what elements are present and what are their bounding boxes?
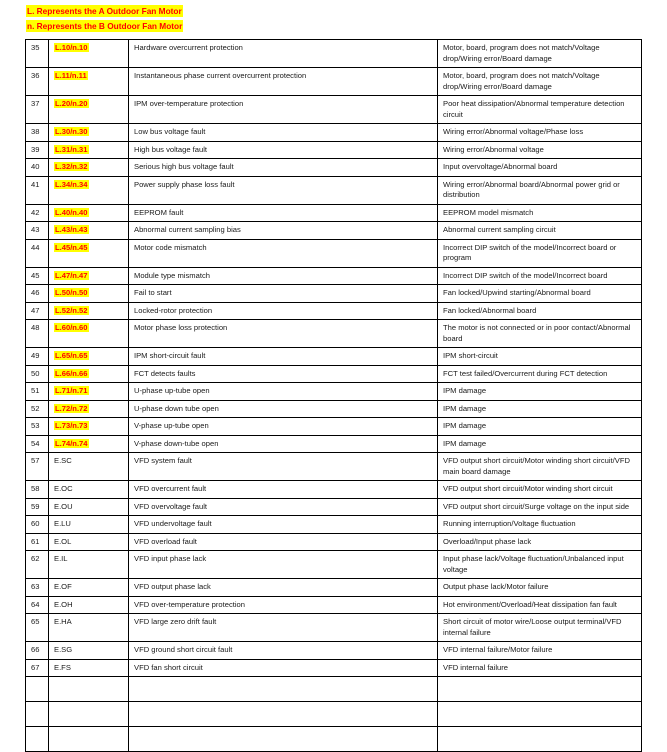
cell-text: 46 <box>31 288 40 297</box>
cell-fault-code <box>49 400 129 418</box>
table-row <box>26 320 642 348</box>
cell-fault-description <box>129 320 438 348</box>
table-row <box>26 383 642 401</box>
cell-text: Low bus voltage fault <box>134 127 206 136</box>
cell-fault-description <box>129 40 438 68</box>
code-highlight: L.31/n.31 <box>55 144 88 154</box>
cell-text: E.OL <box>54 536 72 546</box>
cell-possible-cause <box>438 285 642 303</box>
code-highlight: L.10/n.10 <box>55 43 88 52</box>
cell-text: 62 <box>31 554 40 563</box>
cell-text: 45 <box>31 270 40 280</box>
cell-text: Abnormal current sampling circuit <box>443 225 556 234</box>
cell-row-number <box>26 302 49 320</box>
cell-fault-code <box>49 516 129 534</box>
cell-row-number <box>26 222 49 240</box>
cell-text: IPM damage <box>443 386 487 395</box>
cell-possible-cause <box>438 124 642 142</box>
cell-possible-cause <box>438 481 642 499</box>
table-row <box>26 400 642 418</box>
cell-possible-cause <box>438 267 642 285</box>
code-highlight: L.50/n.50 <box>55 288 88 297</box>
cell-fault-description <box>129 267 438 285</box>
cell-text: VFD input phase lack <box>134 554 207 563</box>
cell-text: U-phase up-tube open <box>134 386 210 395</box>
cell-text: Running interruption/Voltage fluctuation <box>443 519 576 528</box>
cell-row-number <box>26 320 49 348</box>
cell-possible-cause <box>438 642 642 660</box>
table-row <box>26 176 642 204</box>
cell-text: Hot environment/Overload/Heat dissipation fan fault <box>443 599 617 609</box>
cell-fault-description <box>129 453 438 481</box>
cell-possible-cause <box>438 498 642 516</box>
legend-line-b <box>26 20 667 33</box>
cell-text: 40 <box>31 162 40 171</box>
cell-text: VFD overvoltage fault <box>134 501 208 511</box>
cell-text: 41 <box>31 179 40 189</box>
cell-text: Fail to start <box>134 288 172 297</box>
cell-text: E.OU <box>54 501 73 511</box>
table-row <box>26 222 642 240</box>
code-highlight: L.73/n.73 <box>55 421 88 430</box>
cell-text: E.SG <box>54 645 73 654</box>
cell-text: 36 <box>31 71 40 80</box>
cell-text: Short circuit of motor wire/Loose output terminal/VFD internal failure <box>443 617 622 637</box>
cell-fault-code <box>49 320 129 348</box>
cell-fault-description <box>129 204 438 222</box>
cell-fault-code <box>49 614 129 642</box>
cell-fault-code <box>49 204 129 222</box>
cell-text: VFD internal failure <box>443 662 508 672</box>
cell-text: 48 <box>31 323 40 332</box>
cell-text: 38 <box>31 127 40 136</box>
cell-text: VFD output short circuit/Motor winding short circuit <box>443 484 613 493</box>
cell-fault-code <box>49 659 129 677</box>
table-row <box>26 498 642 516</box>
code-highlight: L.66/n.66 <box>55 368 88 378</box>
table-row <box>26 579 642 597</box>
cell-text: Output phase lack/Motor failure <box>443 582 549 591</box>
cell-text: E.OF <box>54 582 72 591</box>
code-highlight: L.52/n.52 <box>55 305 88 315</box>
cell-row-number <box>26 435 49 453</box>
cell-row-number <box>26 659 49 677</box>
cell-text: Overload/Input phase lack <box>443 536 532 546</box>
cell-row-number <box>26 677 49 702</box>
cell-possible-cause <box>438 141 642 159</box>
legend-block <box>0 0 667 39</box>
cell-row-number <box>26 348 49 366</box>
cell-fault-description <box>129 579 438 597</box>
cell-row-number <box>26 68 49 96</box>
cell-fault-code <box>49 596 129 614</box>
code-highlight: L.65/n.65 <box>55 351 88 360</box>
cell-text: 44 <box>31 242 40 252</box>
cell-row-number <box>26 400 49 418</box>
cell-text: 54 <box>31 438 40 448</box>
cell-text: Poor heat dissipation/Abnormal temperature detection circuit <box>443 99 625 119</box>
cell-row-number <box>26 365 49 383</box>
table-row <box>26 40 642 68</box>
cell-text: 47 <box>31 305 40 315</box>
cell-text: Motor code mismatch <box>134 242 207 252</box>
cell-possible-cause <box>438 579 642 597</box>
cell-text: VFD fan short circuit <box>134 662 203 672</box>
cell-text: E.HA <box>54 617 72 626</box>
table-row <box>26 159 642 177</box>
cell-text: Power supply phase loss fault <box>134 179 235 189</box>
cell-fault-code <box>49 365 129 383</box>
cell-possible-cause <box>438 614 642 642</box>
code-highlight: L.71/n.71 <box>55 386 88 395</box>
cell-row-number <box>26 96 49 124</box>
cell-row-number <box>26 516 49 534</box>
table-row <box>26 141 642 159</box>
cell-row-number <box>26 498 49 516</box>
code-highlight: L.45/n.45 <box>55 242 88 252</box>
cell-text: Fan locked/Abnormal board <box>443 305 537 315</box>
cell-text: 53 <box>31 421 40 430</box>
legend-text-a: L. Represents the A Outdoor Fan Motor <box>27 6 182 16</box>
table-row <box>26 348 642 366</box>
cell-fault-code <box>49 481 129 499</box>
cell-row-number <box>26 239 49 267</box>
table-row <box>26 204 642 222</box>
cell-text: IPM short-circuit fault <box>134 351 206 360</box>
cell-fault-code <box>49 68 129 96</box>
table-row <box>26 659 642 677</box>
cell-fault-description <box>129 642 438 660</box>
cell-row-number <box>26 141 49 159</box>
cell-text: 65 <box>31 617 40 626</box>
cell-possible-cause <box>438 453 642 481</box>
cell-text: Fan locked/Upwind starting/Abnormal board <box>443 288 591 297</box>
cell-text: Motor phase loss protection <box>134 323 228 332</box>
cell-fault-code <box>49 702 129 727</box>
cell-fault-code <box>49 176 129 204</box>
cell-text: Serious high bus voltage fault <box>134 162 234 171</box>
cell-possible-cause <box>438 533 642 551</box>
cell-text: 63 <box>31 582 40 591</box>
cell-fault-description <box>129 435 438 453</box>
cell-fault-description <box>129 141 438 159</box>
cell-text: Wiring error/Abnormal board/Abnormal power grid or distribution <box>443 179 620 199</box>
cell-fault-description <box>129 614 438 642</box>
cell-text: IPM over-temperature protection <box>134 99 244 108</box>
cell-fault-code <box>49 222 129 240</box>
code-highlight: L.32/n.32 <box>55 162 88 171</box>
cell-possible-cause <box>438 222 642 240</box>
cell-row-number <box>26 418 49 436</box>
cell-text: E.SC <box>54 456 72 465</box>
cell-text: 49 <box>31 351 40 360</box>
cell-text: 51 <box>31 386 40 395</box>
cell-fault-description <box>129 596 438 614</box>
cell-text: 52 <box>31 403 40 413</box>
cell-text: Motor, board, program does not match/Voltage drop/Wiring error/Board damage <box>443 43 600 63</box>
cell-possible-cause <box>438 159 642 177</box>
cell-possible-cause <box>438 702 642 727</box>
cell-row-number <box>26 551 49 579</box>
code-highlight: L.60/n.60 <box>55 323 88 332</box>
cell-text: 42 <box>31 207 40 217</box>
table-row <box>26 614 642 642</box>
cell-fault-code <box>49 302 129 320</box>
cell-row-number <box>26 614 49 642</box>
cell-text: E.FS <box>54 662 71 672</box>
cell-text: 64 <box>31 599 40 609</box>
cell-possible-cause <box>438 176 642 204</box>
cell-fault-code <box>49 579 129 597</box>
cell-text: E.OH <box>54 599 73 609</box>
cell-possible-cause <box>438 239 642 267</box>
fault-code-table <box>25 39 642 752</box>
cell-text: Incorrect DIP switch of the model/Incorrect board <box>443 270 608 280</box>
cell-fault-code <box>49 383 129 401</box>
table-row <box>26 551 642 579</box>
table-row-empty <box>26 702 642 727</box>
cell-fault-description <box>129 222 438 240</box>
table-row <box>26 435 642 453</box>
cell-fault-description <box>129 481 438 499</box>
cell-fault-description <box>129 365 438 383</box>
cell-possible-cause <box>438 516 642 534</box>
cell-text: FCT test failed/Overcurrent during FCT detection <box>443 368 608 378</box>
cell-fault-description <box>129 551 438 579</box>
cell-text: High bus voltage fault <box>134 144 208 154</box>
cell-text: 59 <box>31 501 40 511</box>
cell-text: Wiring error/Abnormal voltage/Phase loss <box>443 127 584 136</box>
cell-text: IPM short-circuit <box>443 351 498 360</box>
cell-fault-description <box>129 516 438 534</box>
code-highlight: L.43/n.43 <box>55 225 88 234</box>
cell-text: IPM damage <box>443 421 487 430</box>
cell-row-number <box>26 159 49 177</box>
cell-text: VFD ground short circuit fault <box>134 645 233 654</box>
cell-possible-cause <box>438 365 642 383</box>
cell-text: E.OC <box>54 484 73 493</box>
cell-text: 58 <box>31 484 40 493</box>
code-highlight: L.34/n.34 <box>55 179 88 189</box>
cell-text: EEPROM fault <box>134 207 184 217</box>
cell-fault-description <box>129 498 438 516</box>
cell-text: IPM damage <box>443 403 487 413</box>
cell-row-number <box>26 579 49 597</box>
table-row <box>26 267 642 285</box>
cell-text: Input overvoltage/Abnormal board <box>443 162 558 171</box>
cell-fault-description <box>129 96 438 124</box>
cell-text: E.IL <box>54 554 68 563</box>
cell-fault-description <box>129 400 438 418</box>
code-highlight: L.30/n.30 <box>55 127 88 136</box>
cell-fault-description <box>129 159 438 177</box>
cell-fault-code <box>49 96 129 124</box>
cell-fault-code <box>49 159 129 177</box>
cell-possible-cause <box>438 96 642 124</box>
cell-fault-description <box>129 659 438 677</box>
cell-row-number <box>26 481 49 499</box>
cell-row-number <box>26 533 49 551</box>
cell-row-number <box>26 383 49 401</box>
cell-text: U-phase down tube open <box>134 403 219 413</box>
cell-text: Module type mismatch <box>134 270 210 280</box>
cell-row-number <box>26 285 49 303</box>
cell-fault-description <box>129 285 438 303</box>
table-row <box>26 453 642 481</box>
table-row <box>26 596 642 614</box>
table-row <box>26 239 642 267</box>
cell-fault-code <box>49 453 129 481</box>
cell-text: E.LU <box>54 519 71 528</box>
cell-possible-cause <box>438 435 642 453</box>
cell-fault-code <box>49 435 129 453</box>
legend-line-a <box>26 5 667 18</box>
cell-fault-code <box>49 533 129 551</box>
cell-text: 61 <box>31 536 40 546</box>
cell-possible-cause <box>438 596 642 614</box>
table-row-empty <box>26 677 642 702</box>
cell-fault-code <box>49 348 129 366</box>
table-row <box>26 642 642 660</box>
cell-fault-description <box>129 124 438 142</box>
cell-text: The motor is not connected or in poor contact/Abnormal board <box>443 323 631 343</box>
cell-text: Incorrect DIP switch of the model/Incorrect board or program <box>443 242 617 262</box>
cell-text: VFD undervoltage fault <box>134 519 212 528</box>
cell-text: 39 <box>31 144 40 154</box>
cell-text: 60 <box>31 519 40 528</box>
cell-possible-cause <box>438 302 642 320</box>
cell-fault-code <box>49 677 129 702</box>
table-row <box>26 68 642 96</box>
cell-text: VFD overload fault <box>134 536 197 546</box>
cell-possible-cause <box>438 383 642 401</box>
cell-fault-code <box>49 285 129 303</box>
cell-row-number <box>26 596 49 614</box>
cell-text: VFD output phase lack <box>134 582 211 591</box>
cell-fault-code <box>49 418 129 436</box>
cell-text: EEPROM model mismatch <box>443 207 534 217</box>
cell-possible-cause <box>438 551 642 579</box>
cell-row-number <box>26 453 49 481</box>
cell-text: Locked-rotor protection <box>134 305 213 315</box>
table-row <box>26 418 642 436</box>
cell-text: VFD over-temperature protection <box>134 599 245 609</box>
cell-text: Wiring error/Abnormal voltage <box>443 144 544 154</box>
fault-code-table-wrapper <box>25 39 641 752</box>
cell-text: IPM damage <box>443 438 487 448</box>
table-row <box>26 516 642 534</box>
cell-fault-description <box>129 68 438 96</box>
cell-row-number <box>26 702 49 727</box>
code-highlight: L.74/n.74 <box>55 438 88 448</box>
cell-fault-code <box>49 141 129 159</box>
cell-fault-code <box>49 40 129 68</box>
cell-text: 35 <box>31 43 40 52</box>
cell-fault-description <box>129 702 438 727</box>
cell-fault-code <box>49 551 129 579</box>
cell-row-number <box>26 204 49 222</box>
cell-row-number <box>26 267 49 285</box>
cell-fault-code <box>49 498 129 516</box>
cell-possible-cause <box>438 40 642 68</box>
fault-code-table-body <box>26 40 642 752</box>
cell-text: V-phase up-tube open <box>134 421 209 430</box>
cell-text: 66 <box>31 645 40 654</box>
cell-text: VFD output short circuit/Motor winding short circuit/VFD main board damage <box>443 456 630 476</box>
cell-text: VFD internal failure/Motor failure <box>443 645 553 654</box>
cell-fault-description <box>129 533 438 551</box>
code-highlight: L.11/n.11 <box>55 71 87 80</box>
cell-row-number <box>26 642 49 660</box>
cell-fault-code <box>49 642 129 660</box>
cell-fault-code <box>49 267 129 285</box>
cell-fault-description <box>129 348 438 366</box>
cell-fault-description <box>129 302 438 320</box>
table-row <box>26 96 642 124</box>
code-highlight: L.40/n.40 <box>55 207 88 217</box>
cell-fault-description <box>129 239 438 267</box>
cell-text: FCT detects faults <box>134 368 196 378</box>
cell-text: Abnormal current sampling bias <box>134 225 241 234</box>
cell-row-number <box>26 124 49 142</box>
table-row <box>26 285 642 303</box>
cell-text: VFD overcurrent fault <box>134 484 207 493</box>
cell-row-number <box>26 40 49 68</box>
cell-text: 57 <box>31 456 40 465</box>
cell-possible-cause <box>438 677 642 702</box>
cell-text: V-phase down-tube open <box>134 438 219 448</box>
cell-text: 37 <box>31 99 40 108</box>
cell-text: VFD system fault <box>134 456 192 465</box>
cell-possible-cause <box>438 348 642 366</box>
cell-fault-code <box>49 239 129 267</box>
cell-text: Instantaneous phase current overcurrent protection <box>134 71 307 80</box>
cell-fault-code <box>49 124 129 142</box>
cell-text: Motor, board, program does not match/Voltage drop/Wiring error/Board damage <box>443 71 600 91</box>
cell-possible-cause <box>438 418 642 436</box>
cell-fault-description <box>129 677 438 702</box>
table-row <box>26 302 642 320</box>
table-row <box>26 533 642 551</box>
cell-row-number <box>26 176 49 204</box>
table-row <box>26 365 642 383</box>
cell-possible-cause <box>438 659 642 677</box>
cell-possible-cause <box>438 204 642 222</box>
code-highlight: L.47/n.47 <box>55 270 88 280</box>
code-highlight: L.72/n.72 <box>55 403 88 413</box>
cell-fault-description <box>129 383 438 401</box>
cell-text: VFD output short circuit/Surge voltage on the input side <box>443 501 630 511</box>
cell-text: VFD large zero drift fault <box>134 617 217 626</box>
cell-possible-cause <box>438 68 642 96</box>
cell-fault-description <box>129 176 438 204</box>
cell-text: Input phase lack/Voltage fluctuation/Unbalanced input voltage <box>443 554 624 574</box>
table-row <box>26 481 642 499</box>
cell-possible-cause <box>438 400 642 418</box>
legend-text-b: n. Represents the B Outdoor Fan Motor <box>27 21 183 31</box>
cell-text: 43 <box>31 225 40 234</box>
cell-text: 50 <box>31 368 40 378</box>
table-row <box>26 124 642 142</box>
cell-text: Hardware overcurrent protection <box>134 43 243 52</box>
cell-fault-description <box>129 418 438 436</box>
cell-possible-cause <box>438 320 642 348</box>
cell-text: 67 <box>31 662 40 672</box>
code-highlight: L.20/n.20 <box>55 99 88 108</box>
